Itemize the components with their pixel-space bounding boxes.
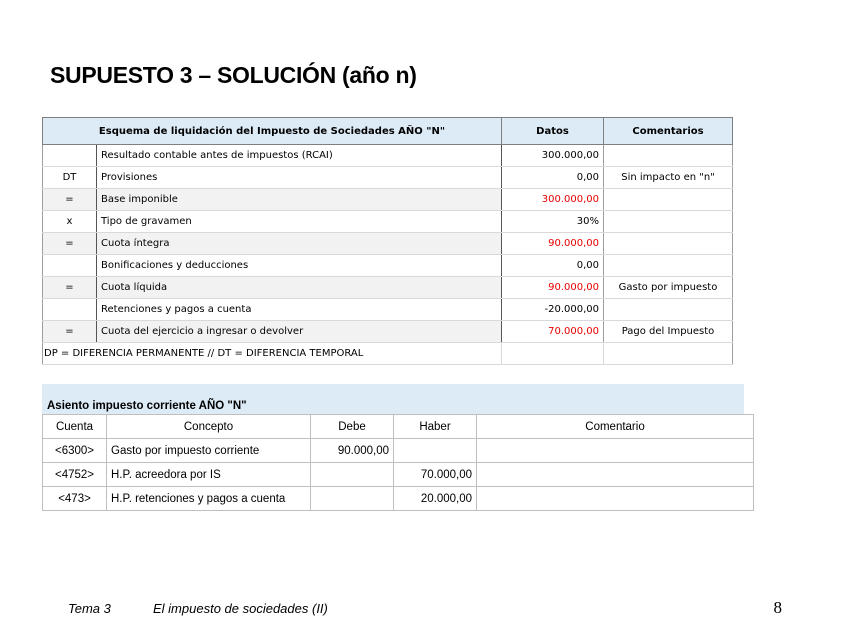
- entry-concept: Gasto por impuesto corriente: [107, 439, 311, 463]
- table-row: [43, 277, 733, 299]
- row-concept: Cuota líquida: [97, 277, 502, 299]
- entry-concept: H.P. retenciones y pagos a cuenta: [107, 487, 311, 511]
- table-row: [43, 145, 733, 167]
- header-cuenta: Cuenta: [43, 415, 107, 439]
- header-comentarios: Comentarios: [604, 118, 733, 145]
- table-row: [43, 255, 733, 277]
- entry-comment: [477, 439, 754, 463]
- header-scheme: Esquema de liquidación del Impuesto de Sociedades AÑO "N": [43, 118, 502, 145]
- row-sign: =: [43, 189, 97, 211]
- entry-account: <473>: [43, 487, 107, 511]
- row-sign: [43, 145, 97, 167]
- row-value: 300.000,00: [502, 145, 604, 167]
- entry-debit: 90.000,00: [311, 439, 394, 463]
- row-concept: Provisiones: [97, 167, 502, 189]
- row-sign: [43, 299, 97, 321]
- header-haber: Haber: [394, 415, 477, 439]
- row-concept: Cuota íntegra: [97, 233, 502, 255]
- entry-comment: [477, 487, 754, 511]
- entry-debit: [311, 487, 394, 511]
- row-value: 0,00: [502, 255, 604, 277]
- row-value: 0,00: [502, 167, 604, 189]
- row-comment: Sin impacto en "n": [604, 167, 733, 189]
- note-empty-cell: [604, 343, 733, 365]
- row-value: 90.000,00: [502, 233, 604, 255]
- row-value: 30%: [502, 211, 604, 233]
- header-comentario: Comentario: [477, 415, 754, 439]
- row-sign: x: [43, 211, 97, 233]
- footer-subject: El impuesto de sociedades (II): [153, 601, 328, 616]
- page-number: 8: [773, 598, 782, 617]
- row-comment: Gasto por impuesto: [604, 277, 733, 299]
- row-concept: Base imponible: [97, 189, 502, 211]
- journal-entry: [42, 384, 754, 511]
- table-row: [43, 167, 733, 189]
- liquidation-table: [42, 117, 733, 365]
- page-title: SUPUESTO 3 – SOLUCIÓN (año n): [50, 62, 417, 88]
- row-sign: =: [43, 233, 97, 255]
- table-row: [43, 189, 733, 211]
- entry-debit: [311, 463, 394, 487]
- table-row: [43, 211, 733, 233]
- row-sign: DT: [43, 167, 97, 189]
- row-comment: [604, 233, 733, 255]
- journal-entry-title: Asiento impuesto corriente AÑO "N": [42, 384, 744, 414]
- entry-comment: [477, 463, 754, 487]
- row-comment: [604, 189, 733, 211]
- header-concepto: Concepto: [107, 415, 311, 439]
- row-value: 90.000,00: [502, 277, 604, 299]
- row-comment: [604, 255, 733, 277]
- row-concept: Cuota del ejercicio a ingresar o devolver: [97, 321, 502, 343]
- row-comment: [604, 211, 733, 233]
- row-value: 70.000,00: [502, 321, 604, 343]
- row-comment: Pago del Impuesto: [604, 321, 733, 343]
- row-concept: Tipo de gravamen: [97, 211, 502, 233]
- footer-topic: Tema 3: [68, 601, 111, 616]
- entry-account: <6300>: [43, 439, 107, 463]
- table-row: [43, 233, 733, 255]
- entry-credit: 20.000,00: [394, 487, 477, 511]
- header-debe: Debe: [311, 415, 394, 439]
- entry-account: <4752>: [43, 463, 107, 487]
- row-comment: [604, 299, 733, 321]
- table-row: [43, 439, 754, 463]
- table-row: [43, 299, 733, 321]
- table-header-row: [43, 415, 754, 439]
- row-sign: =: [43, 321, 97, 343]
- note-empty-cell: [502, 343, 604, 365]
- row-value: -20.000,00: [502, 299, 604, 321]
- entry-credit: [394, 439, 477, 463]
- table-row: [43, 487, 754, 511]
- row-concept: Retenciones y pagos a cuenta: [97, 299, 502, 321]
- row-sign: [43, 255, 97, 277]
- row-concept: Bonificaciones y deducciones: [97, 255, 502, 277]
- entry-concept: H.P. acreedora por IS: [107, 463, 311, 487]
- row-concept: Resultado contable antes de impuestos (RCAI): [97, 145, 502, 167]
- entry-credit: 70.000,00: [394, 463, 477, 487]
- table-row: [43, 321, 733, 343]
- row-comment: [604, 145, 733, 167]
- row-sign: =: [43, 277, 97, 299]
- header-datos: Datos: [502, 118, 604, 145]
- table-row: [43, 463, 754, 487]
- journal-entry-table: [42, 414, 754, 511]
- table-note: DP = DIFERENCIA PERMANENTE // DT = DIFERENCIA TEMPORAL: [43, 343, 502, 365]
- table-note-row: [43, 343, 733, 365]
- row-value: 300.000,00: [502, 189, 604, 211]
- table-header-row: [43, 118, 733, 145]
